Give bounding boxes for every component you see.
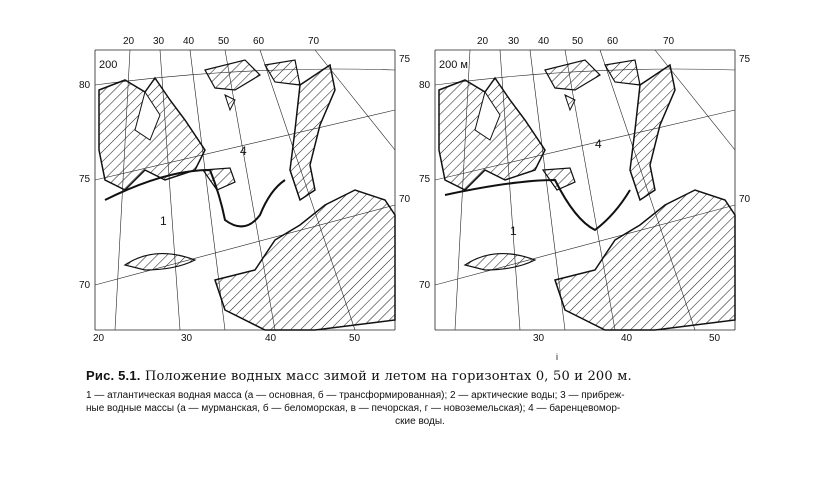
novaya-zemlya (630, 65, 675, 200)
region-1: 1 (160, 214, 167, 228)
figure-caption (86, 368, 632, 384)
legend-line-1: 1 — атлантическая водная масса (а — основная, б — трансформированная); 2 — арктические воды; 3 — прибреж- (86, 390, 625, 401)
tick-top-60: 60 (253, 36, 265, 47)
figure-legend (86, 389, 754, 428)
tick-top-20: 20 (477, 36, 489, 47)
tick-left-80: 80 (419, 80, 431, 91)
tick-left-80: 80 (79, 80, 91, 91)
map-winter (79, 30, 415, 344)
tick-bottom-30: 30 (181, 333, 193, 344)
tick-top-30: 30 (508, 36, 520, 47)
region-1: 1 (510, 224, 517, 238)
legend-line-2: ные водные массы (а — мурманская, б — беломорская, в — печорская, г — новоземельская); 4 — баренцевомор- (86, 403, 621, 414)
tick-left-70: 70 (419, 280, 431, 291)
tick-top-70: 70 (308, 36, 320, 47)
tick-right-70: 70 (399, 194, 411, 205)
tick-bottom-50: 50 (709, 333, 721, 344)
tick-top-70: 70 (663, 36, 675, 47)
tick-bottom-30: 30 (533, 333, 545, 344)
depth-label: 200 м (439, 59, 468, 71)
tick-top-40: 40 (538, 36, 550, 47)
figure-number: Рис. 5.1. (86, 368, 141, 383)
tick-left-75: 75 (419, 174, 431, 185)
tick-bottom-40: 40 (621, 333, 633, 344)
tick-top-30: 30 (153, 36, 165, 47)
figure-title: Положение водных масс зимой и летом на горизонтах 0, 50 и 200 м. (140, 369, 632, 384)
tick-right-70: 70 (739, 194, 751, 205)
tick-bottom-20: 20 (93, 333, 105, 344)
region-4: 4 (240, 144, 247, 158)
tick-top-60: 60 (607, 36, 619, 47)
tick-left-75: 75 (79, 174, 91, 185)
novaya-zemlya (290, 65, 335, 200)
tick-right-75: 75 (399, 54, 411, 65)
map-right-canvas (419, 30, 755, 344)
center-mark: i (556, 352, 558, 362)
tick-bottom-50: 50 (349, 333, 361, 344)
south-coast-water (555, 190, 735, 330)
tick-top-20: 20 (123, 36, 135, 47)
south-coast-water (215, 190, 395, 330)
map-summer (419, 30, 755, 344)
depth-label: 200 (99, 59, 118, 71)
tick-left-70: 70 (79, 280, 91, 291)
legend-line-3: ские воды. (395, 416, 445, 427)
tick-top-50: 50 (218, 36, 230, 47)
region-4: 4 (595, 137, 602, 151)
map-left-canvas (79, 30, 415, 344)
polar-front (445, 180, 630, 230)
tick-top-50: 50 (572, 36, 584, 47)
tick-right-75: 75 (739, 54, 751, 65)
tick-bottom-40: 40 (265, 333, 277, 344)
tick-top-40: 40 (183, 36, 195, 47)
